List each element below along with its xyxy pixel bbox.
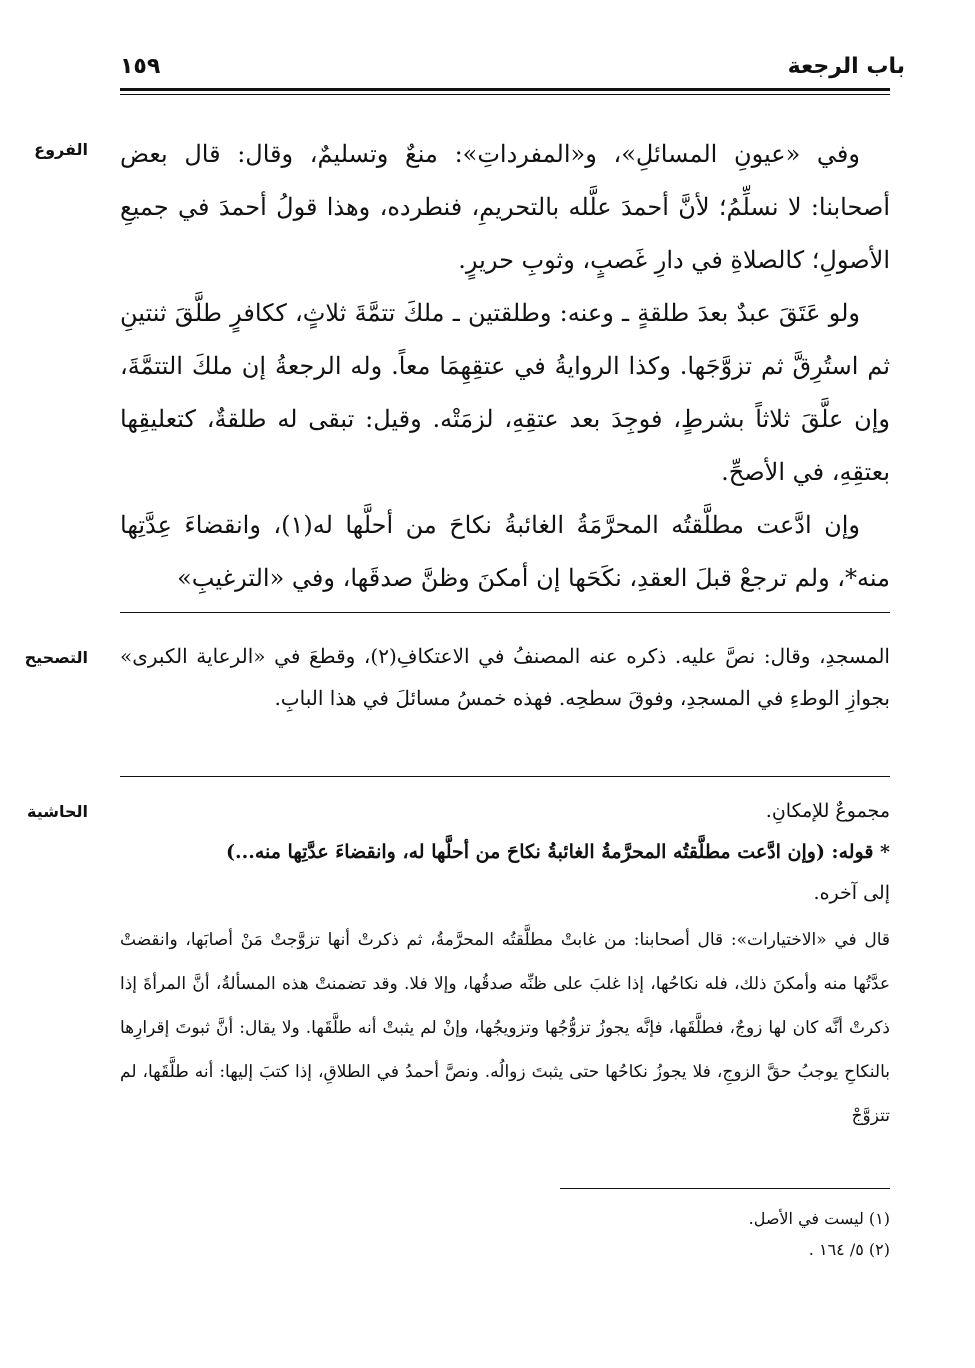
page-number: ١٥٩ — [120, 54, 161, 79]
hashiya-line: مجموعٌ للإمكانِ. — [765, 800, 890, 822]
hashiya-quote-end: إلى آخره. — [813, 882, 890, 904]
tashih-paragraph: المسجدِ، وقال: نصَّ عليه. ذكره عنه المصنفُ في الاعتكافِ(٢)، وقطعَ في «الرعاية الكبرى» بجوازِ الوطءِ في المسجدِ، وفوقَ سطحِه. فهذه خمسُ مسائلَ في هذا البابِ. — [120, 644, 890, 710]
header-rule-thin — [120, 94, 890, 95]
main-paragraph: ولو عَتَقَ عبدٌ بعدَ طلقةٍ ـ وعنه: وطلقتين ـ ملكَ تتمَّةَ ثلاثٍ، ككافرٍ طلَّقَ ثنتينِ ثم استُرِقَّ ثم تزوَّجَها. وكذا الروايةُ في عتقِهِمَا معاً. وله الرجعةُ إن ملكَ التتمَّةَ، وإن علَّقَ ثلاثاً بشرطٍ، فوجِدَ بعد عتقِهِ، لزمَتْه. وقيل: تبقى له طلقةٌ، كتعليقِها بعتقِهِ، في الأصحِّ. — [120, 299, 890, 486]
section-divider — [120, 612, 890, 613]
footnote-2: (٢) ٥/ ١٦٤ . — [808, 1240, 890, 1259]
section-divider — [120, 776, 890, 777]
main-text-block — [120, 128, 890, 605]
section-label-furu: الفروع — [34, 140, 88, 159]
section-label-tashih: التصحيح — [24, 648, 88, 667]
hashiya-body: قال في «الاختيارات»: قال أصحابنا: من غابتْ مطلَّقتُه المحرَّمةُ، ثم ذكرتْ أنها تزوَّجتْ مَنْ أصابَها، وانقضتْ عدَّتُها منه وأمكنَ ذلك، فله نكاحُها، إذا غلبَ على ظنِّه صدقُها، وإلا فلا. وقد تضمنتْ هذه المسألةُ، أنَّ المرأةَ إذا ذكرتْ أنَّه كان لها زوجٌ، فطلَّقَها، فإنَّه يجوزُ تزوُّجُها وتزويجُها، وإنْ لم يثبتْ أنه طلَّقَها. ولا يقال: أنَّ ثبوتَ إقرارِها بالنكاحِ يوجبُ حقَّ الزوجِ، فلا يجوزُ نكاحُها حتى يثبتَ زوالُه. ونصَّ أحمدُ في الطلاقِ، إذا كتبَ إليها: أنه طلَّقَها، لم تتزوَّجْ — [120, 930, 890, 1126]
main-paragraph: وفي «عيونِ المسائلِ»، و«المفرداتِ»: منعٌ وتسليمٌ، وقال: قال بعض أصحابنا: لا نسلِّمُ؛ لأنَّ أحمدَ علَّله بالتحريمِ، فنطرده، وهذا قولُ أحمدَ في جميعِ الأصولِ؛ كالصلاةِ في دارِ غَصبٍ، وثوبِ حريرٍ. — [120, 140, 890, 274]
tashih-text-block — [120, 635, 890, 719]
header-rule-thick — [120, 88, 890, 91]
footnote-rule — [560, 1188, 890, 1189]
footnote-1: (١) ليست في الأصل. — [748, 1209, 890, 1228]
hashiya-text-block — [120, 792, 890, 1138]
running-header-title: باب الرجعة — [787, 54, 905, 79]
section-label-hashiya: الحاشية — [27, 802, 88, 821]
hashiya-quote: * قوله: (وإن ادَّعت مطلَّقتُه المحرَّمةُ الغائبةُ نكاحَ من أحلَّها له، وانقضاءَ عدَّتِها منه...) — [226, 841, 890, 863]
main-paragraph: وإن ادَّعت مطلَّقتُه المحرَّمَةُ الغائبةُ نكاحَ من أحلَّها له(١)، وانقضاءَ عِدَّتِها منه*، ولم ترجعْ قبلَ العقدِ، نكَحَها إن أمكنَ وظنَّ صدقَها، وفي «الترغيبِ» — [120, 511, 890, 592]
